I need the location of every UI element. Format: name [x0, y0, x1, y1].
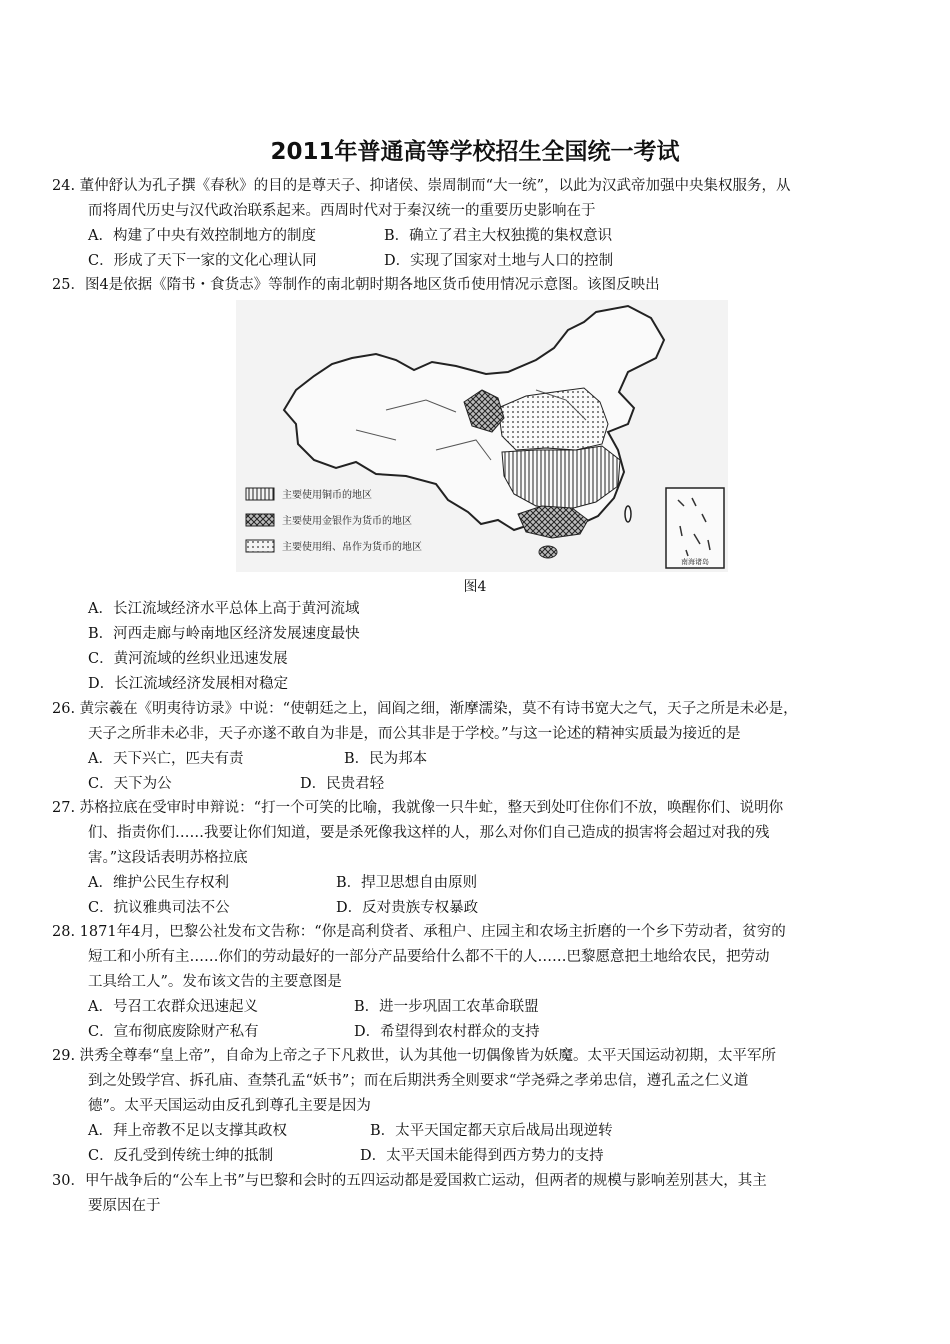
question-24-option-a: A．构建了中央有效控制地方的制度	[88, 228, 316, 244]
question-26-line-2: 天子之所非未必非，天子亦遂不敢自为非是，而公其非是于学校。”与这一论述的精神实质最为接近的是	[88, 726, 741, 742]
question-28-option-c: C．宣布彻底废除财产私有	[88, 1024, 259, 1040]
legend-label-silk: 主要使用绢、帛作为货币的地区	[282, 542, 422, 553]
question-24-line-2: 而将周代历史与汉代政治联系起来。西周时代对于秦汉统一的重要历史影响在于	[88, 203, 596, 219]
legend-swatch-silk	[246, 540, 274, 552]
question-28-option-d: D．希望得到农村群众的支持	[354, 1024, 540, 1040]
question-25-option-b: B．河西走廊与岭南地区经济发展速度最快	[88, 626, 360, 642]
currency-map-figure	[236, 300, 728, 572]
south-china-sea-inset	[666, 488, 724, 568]
question-28-line-2: 短工和小所有主……你们的劳动最好的一部分产品要给什么都不干的人……巴黎愿意把土地给农民，把劳动	[88, 949, 770, 965]
question-28-line-3: 工具给工人”。发布该文告的主要意图是	[88, 974, 342, 990]
figure-caption: 图4	[463, 579, 487, 595]
inset-label: 南海诸岛	[681, 558, 709, 566]
question-25-option-a: A．长江流域经济水平总体上高于黄河流域	[88, 601, 360, 617]
question-27-line-1: 27. 苏格拉底在受审时申辩说：“打一个可笑的比喻，我就像一只牛虻，整天到处叮住你们不放，唤醒你们、说明你	[52, 800, 784, 816]
question-27-option-a: A．维护公民生存权利	[88, 875, 229, 891]
question-29-line-3: 德”。太平天国运动由反孔到尊孔主要是因为	[88, 1098, 371, 1114]
question-27-option-b: B．捍卫思想自由原则	[336, 875, 478, 891]
question-28-option-b: B．进一步巩固工农革命联盟	[354, 999, 539, 1015]
question-26-line-1: 26. 黄宗羲在《明夷待访录》中说：“使朝廷之上，闾阎之细，渐摩濡染，莫不有诗书宽大之气，天子之所是未必是，	[52, 701, 798, 717]
question-28-line-1: 28. 1871年4月，巴黎公社发布文告称：“你是高利贷者、承租户、庄园主和农场主折磨的一个乡下劳动者，贫穷的	[52, 924, 786, 940]
question-26-option-c: C．天下为公	[88, 776, 172, 792]
question-25-line-1: 25．图4是依据《隋书・食货志》等制作的南北朝时期各地区货币使用情况示意图。该图反映出	[52, 277, 660, 293]
taiwan-island	[625, 506, 631, 522]
question-28-option-a: A．号召工农群众迅速起义	[88, 999, 258, 1015]
question-29-option-d: D．太平天国未能得到西方势力的支持	[360, 1148, 604, 1164]
question-29-option-a: A．拜上帝教不足以支撑其政权	[88, 1123, 287, 1139]
question-29-line-1: 29. 洪秀全尊奉“皇上帝”，自命为上帝之子下凡救世，认为其他一切偶像皆为妖魔。太平天国运动初期，太平军所	[52, 1048, 776, 1064]
question-27-option-d: D．反对贵族专权暴政	[336, 900, 479, 916]
question-26-option-b: B．民为邦本	[344, 751, 428, 767]
question-24-option-d: D．实现了国家对土地与人口的控制	[384, 253, 614, 269]
question-24-option-b: B．确立了君主大权独揽的集权意识	[384, 228, 613, 244]
question-26-option-a: A．天下兴亡，匹夫有责	[88, 751, 244, 767]
hainan-island	[539, 546, 557, 558]
question-25-option-c: C．黄河流域的丝织业迅速发展	[88, 651, 288, 667]
question-24-option-c: C．形成了天下一家的文化心理认同	[88, 253, 317, 269]
legend-swatch-gold-silver	[246, 514, 274, 526]
question-30-line-1: 30．甲午战争后的“公车上书”与巴黎和会时的五四运动都是爱国救亡运动，但两者的规模与影响差别甚大，其主	[52, 1173, 767, 1189]
question-29-option-b: B．太平天国定都天京后战局出现逆转	[370, 1123, 613, 1139]
legend-swatch-copper	[246, 488, 274, 500]
question-26-option-d: D．民贵君轻	[300, 776, 385, 792]
question-27-option-c: C．抗议雅典司法不公	[88, 900, 230, 916]
question-29-line-2: 到之处毁学宫、拆孔庙、查禁孔孟“妖书”；而在后期洪秀全则要求“学尧舜之孝弟忠信，遵孔孟之仁义道	[88, 1073, 749, 1089]
question-27-line-2: 们、指责你们……我要让你们知道，要是杀死像我这样的人，那么对你们自己造成的损害将会超过对我的残	[88, 825, 770, 841]
question-24-line-1: 24. 董仲舒认为孔子撰《春秋》的目的是尊天子、抑诸侯、崇周制而“大一统”，以此为汉武帝加强中央集权服务，从	[52, 178, 791, 194]
question-29-option-c: C．反孔受到传统士绅的抵制	[88, 1148, 274, 1164]
question-27-line-3: 害。”这段话表明苏格拉底	[88, 850, 248, 866]
question-30-line-2: 要原因在于	[88, 1198, 161, 1214]
exam-title: 2011年普通高等学校招生全国统一考试	[270, 139, 680, 165]
question-25-option-d: D．长江流域经济发展相对稳定	[88, 676, 289, 692]
legend-label-gold-silver: 主要使用金银作为货币的地区	[282, 516, 412, 527]
legend-label-copper: 主要使用铜币的地区	[282, 490, 372, 501]
